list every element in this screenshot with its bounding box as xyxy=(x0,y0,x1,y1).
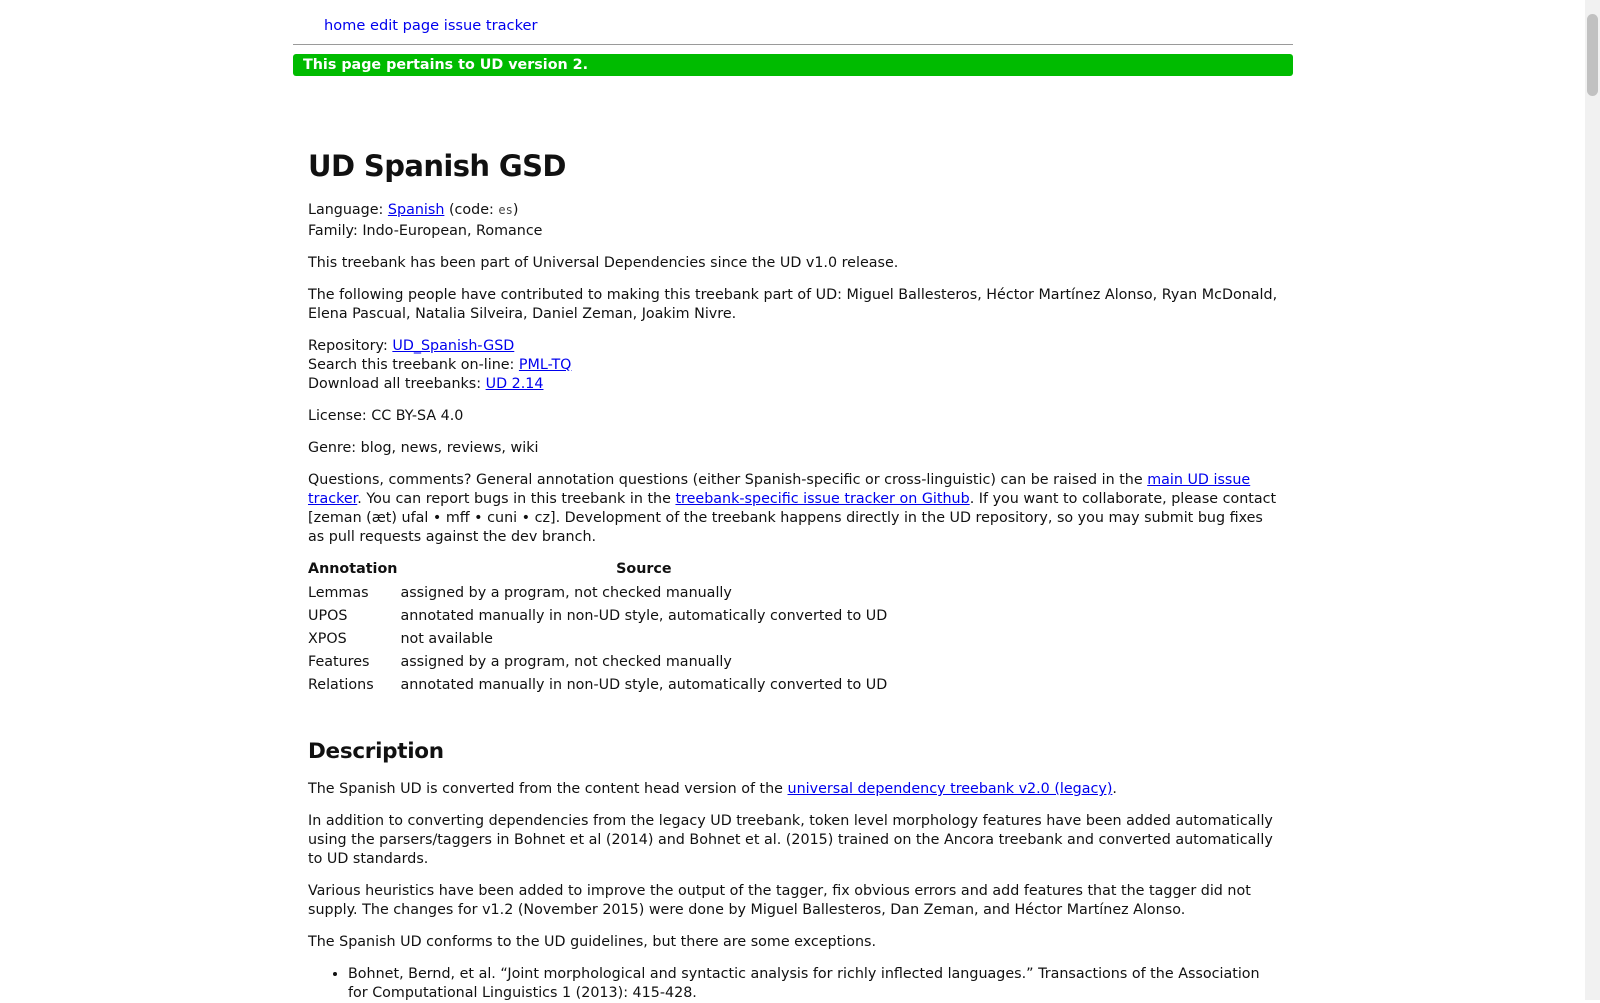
description-heading: Description xyxy=(308,739,444,764)
main-issue-tracker-link[interactable]: main UD issue tracker xyxy=(308,472,1251,507)
contributors-text: The following people have contributed to making this treebank part of UD: Miguel Ballesteros, Héctor Martínez Alonso, Ryan McDonald, Elena Pascual, Natalia Silveira, Daniel Zeman, Joakim Nivre. xyxy=(308,287,1278,322)
description-paragraph-2: In addition to converting dependencies from the legacy UD treebank, token level morphology features have been added automatically using the parsers/taggers in Bohnet et al (2014) and Bohnet et al. (2015) trained on the Ancora treebank and converted automatically to UD standards. xyxy=(308,813,1273,867)
language-line xyxy=(308,201,1280,220)
table-cell-source: assigned by a program, not checked manually xyxy=(400,654,732,670)
language-code-close: ) xyxy=(512,202,519,218)
table-cell-source: annotated manually in non-UD style, automatically converted to UD xyxy=(400,677,888,693)
search-line xyxy=(308,356,1280,375)
github-issue-tracker-link[interactable]: treebank-specific issue tracker on Github xyxy=(675,491,970,507)
table-row xyxy=(308,630,887,649)
reference-list xyxy=(308,965,1280,1003)
top-nav xyxy=(324,16,538,36)
repository-label: Repository: xyxy=(308,338,388,354)
page-title: UD Spanish GSD xyxy=(308,149,566,183)
questions-part-2: . You can report bugs in this treebank in the xyxy=(357,491,671,507)
nav-edit-page-link[interactable]: edit page xyxy=(370,17,440,34)
questions-part-1: Questions, comments? General annotation questions (either Spanish-specific or cross-linguistic) can be raised in the xyxy=(308,472,1143,488)
legacy-treebank-link[interactable]: universal dependency treebank v2.0 (legacy) xyxy=(787,781,1113,797)
nav-issue-tracker-link[interactable]: issue tracker xyxy=(443,17,538,34)
table-cell-annotation: XPOS xyxy=(308,631,347,647)
links-block xyxy=(308,337,1280,394)
description-p1-end: . xyxy=(1112,781,1117,797)
table-header-row xyxy=(308,560,887,580)
nav-divider xyxy=(293,44,1293,45)
description-paragraph-4: The Spanish UD conforms to the UD guidelines, but there are some exceptions. xyxy=(308,934,877,950)
table-cell-source: assigned by a program, not checked manually xyxy=(400,585,732,601)
repository-link[interactable]: UD_Spanish-GSD xyxy=(392,338,515,354)
table-row xyxy=(308,676,887,695)
language-info xyxy=(308,201,1280,241)
table-cell-annotation: UPOS xyxy=(308,608,348,624)
main-content xyxy=(308,146,1280,1003)
scrollbar-thumb[interactable] xyxy=(1587,14,1598,96)
language-code-open: (code: xyxy=(448,202,494,218)
list-item: • Bohnet, Bernd, et al. “Joint morphological and syntactic analysis for richly inflected languages.” Transactions of the Association for Computational Linguistics 1 (2013): 415-428. xyxy=(348,965,1280,1003)
questions-text xyxy=(308,471,1280,547)
since-text: This treebank has been part of Universal Dependencies since the UD v1.0 release. xyxy=(308,255,899,271)
description-p1-text: The Spanish UD is converted from the content head version of the xyxy=(308,781,783,797)
language-label: Language: xyxy=(308,202,384,218)
pml-tq-link[interactable]: PML-TQ xyxy=(518,357,572,373)
language-code: es xyxy=(498,203,513,217)
table-cell-source: not available xyxy=(400,631,493,647)
table-cell-annotation: Features xyxy=(308,654,370,670)
family-line: Family: Indo-European, Romance xyxy=(308,223,543,239)
genre-text: Genre: blog, news, reviews, wiki xyxy=(308,440,539,456)
description-paragraph-1 xyxy=(308,780,1280,799)
search-label: Search this treebank on-line: xyxy=(308,357,515,373)
description-paragraph-3: Various heuristics have been added to improve the output of the tagger, fix obvious errors and add features that the tagger did not supply. The changes for v1.2 (November 2015) were done by Miguel Ballesteros, Dan Zeman, and Héctor Martínez Alonso. xyxy=(308,883,1251,918)
download-label: Download all treebanks: xyxy=(308,376,482,392)
questions-part-3: . If you want to collaborate, please contact [zeman (æt) ufal • mff • cuni • cz]. Development of the treebank happens directly in the UD repository, so you may submit bug fixes as pull requests against the dev branch. xyxy=(308,491,1277,545)
vertical-scrollbar[interactable] xyxy=(1585,0,1600,1000)
table-row xyxy=(308,607,887,626)
table-cell-annotation: Lemmas xyxy=(308,585,369,601)
table-cell-source: annotated manually in non-UD style, automatically converted to UD xyxy=(400,608,888,624)
repository-line xyxy=(308,337,1280,356)
table-header-annotation: Annotation xyxy=(308,561,398,577)
annotation-table xyxy=(305,556,890,699)
download-link[interactable]: UD 2.14 xyxy=(485,376,544,392)
download-line xyxy=(308,375,1280,394)
version-banner: This page pertains to UD version 2. xyxy=(293,54,1293,76)
nav-home-link[interactable]: home xyxy=(324,17,366,34)
language-link[interactable]: Spanish xyxy=(387,202,445,218)
table-cell-annotation: Relations xyxy=(308,677,374,693)
table-row xyxy=(308,584,887,603)
table-header-source: Source xyxy=(616,561,672,577)
license-text: License: CC BY-SA 4.0 xyxy=(308,408,464,424)
table-row xyxy=(308,653,887,672)
